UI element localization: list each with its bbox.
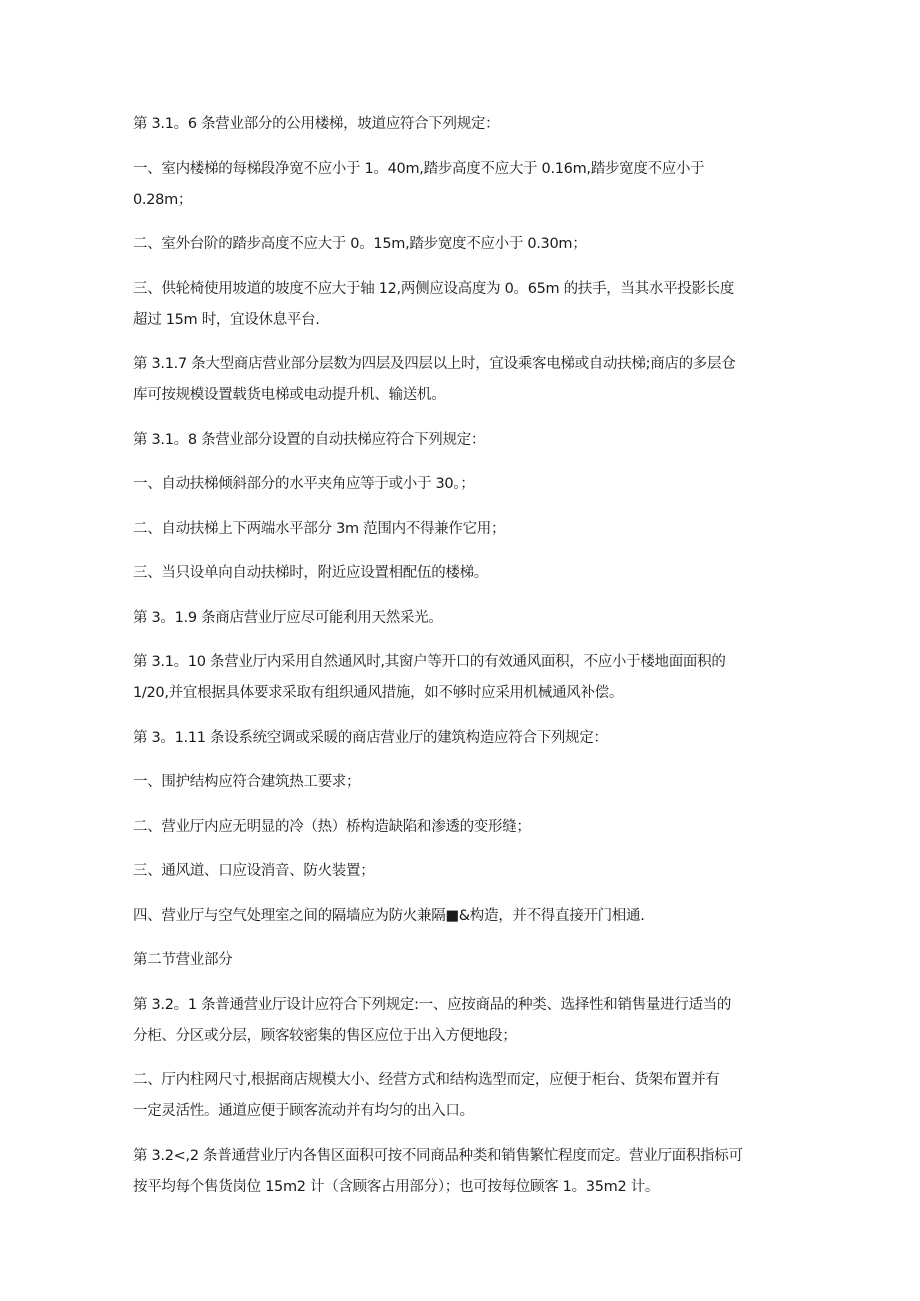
text-line: 超过 15m 时，宜设休息平台. xyxy=(133,311,320,328)
text-line: 二、厅内柱网尺寸,根据商店规模大小、经营方式和结构选型而定，应便于柜台、货架布置并有 xyxy=(133,1072,720,1088)
paragraph xyxy=(133,558,833,589)
paragraph xyxy=(133,901,833,932)
paragraph xyxy=(133,109,833,140)
text-line: 第 3.1。10 条营业厅内采用自然通风时,其窗户等开口的有效通风面积，不应小于楼地面面积的 xyxy=(133,654,726,670)
paragraph xyxy=(133,812,833,843)
text-line: 分柜、分区或分层，顾客较密集的售区应位于出入方便地段； xyxy=(133,1027,517,1044)
paragraph xyxy=(133,514,833,545)
text-line: 一定灵活性。通道应便于顾客流动并有均匀的出入口。 xyxy=(133,1103,474,1119)
text-line: 第 3。1.11 条设系统空调或采暖的商店营业厅的建筑构造应符合下列规定： xyxy=(133,729,608,746)
text-line: 第 3.2。1 条普通营业厅设计应符合下列规定:一、应按商品的种类、选择性和销售量进行适当的 xyxy=(133,996,732,1013)
paragraph xyxy=(133,229,833,260)
text-line: 第二节营业部分 xyxy=(133,952,233,968)
text-line: 二、室外台阶的踏步高度不应大于 0。15m,踏步宽度不应小于 0.30m； xyxy=(133,236,587,252)
text-line: 一、围护结构应符合建筑热工要求； xyxy=(133,774,361,790)
paragraph xyxy=(133,1141,833,1203)
paragraph xyxy=(133,723,833,754)
text-line: 库可按规模设置载货电梯或电动提升机、输送机。 xyxy=(133,387,446,403)
document-body xyxy=(133,109,833,1216)
paragraph xyxy=(133,647,833,709)
text-line: 三、供轮椅使用坡道的坡度不应大于轴 12,两侧应设高度为 0。65m 的扶手，当其水平投影长度 xyxy=(133,280,735,297)
text-line: 四、营业厅与空气处理室之间的隔墙应为防火兼隔■&构造，并不得直接开门相通. xyxy=(133,907,645,924)
paragraph xyxy=(133,856,833,887)
text-line: 1/20,并宜根据具体要求采取有组织通风措施，如不够时应采用机械通风补偿。 xyxy=(133,685,624,701)
text-line: 第 3.1。6 条营业部分的公用楼梯，坡道应符合下列规定： xyxy=(133,116,500,132)
paragraph xyxy=(133,1065,833,1127)
text-line: 第 3.1.7 条大型商店营业部分层数为四层及四层以上时，宜设乘客电梯或自动扶梯;商店的多层仓 xyxy=(133,356,736,372)
text-line: 第 3.2<,2 条普通营业厅内各售区面积可按不同商品种类和销售繁忙程度而定。营业厅面积指标可 xyxy=(133,1147,743,1164)
paragraph xyxy=(133,603,833,634)
text-line: 三、当只设单向自动扶梯时，附近应设置相配伍的楼梯。 xyxy=(133,565,488,581)
text-line: 二、营业厅内应无明显的冷（热）桥构造缺陷和渗透的变形缝； xyxy=(133,818,531,835)
text-line: 第 3。1.9 条商店营业厅应尽可能利用天然采光。 xyxy=(133,609,443,626)
paragraph xyxy=(133,767,833,798)
text-line: 第 3.1。8 条营业部分设置的自动扶梯应符合下列规定： xyxy=(133,431,486,448)
text-line: 按平均每个售货岗位 15m2 计（含顾客占用部分）；也可按每位顾客 1。35m2 计。 xyxy=(133,1178,660,1195)
text-line: 一、自动扶梯倾斜部分的水平夹角应等于或小于 30。； xyxy=(133,476,475,492)
text-line: 一、室内楼梯的每梯段净宽不应小于 1。40m,踏步高度不应大于 0.16m,踏步宽度不应小于 xyxy=(133,160,705,177)
paragraph xyxy=(133,274,833,336)
paragraph xyxy=(133,990,833,1052)
paragraph xyxy=(133,154,833,216)
text-line: 三、通风道、口应设消音、防火装置； xyxy=(133,863,375,879)
paragraph xyxy=(133,349,833,411)
paragraph xyxy=(133,425,833,456)
section-heading xyxy=(133,945,833,976)
paragraph xyxy=(133,469,833,500)
text-line: 0.28m； xyxy=(133,191,193,208)
text-line: 二、自动扶梯上下两端水平部分 3m 范围内不得兼作它用； xyxy=(133,520,506,537)
